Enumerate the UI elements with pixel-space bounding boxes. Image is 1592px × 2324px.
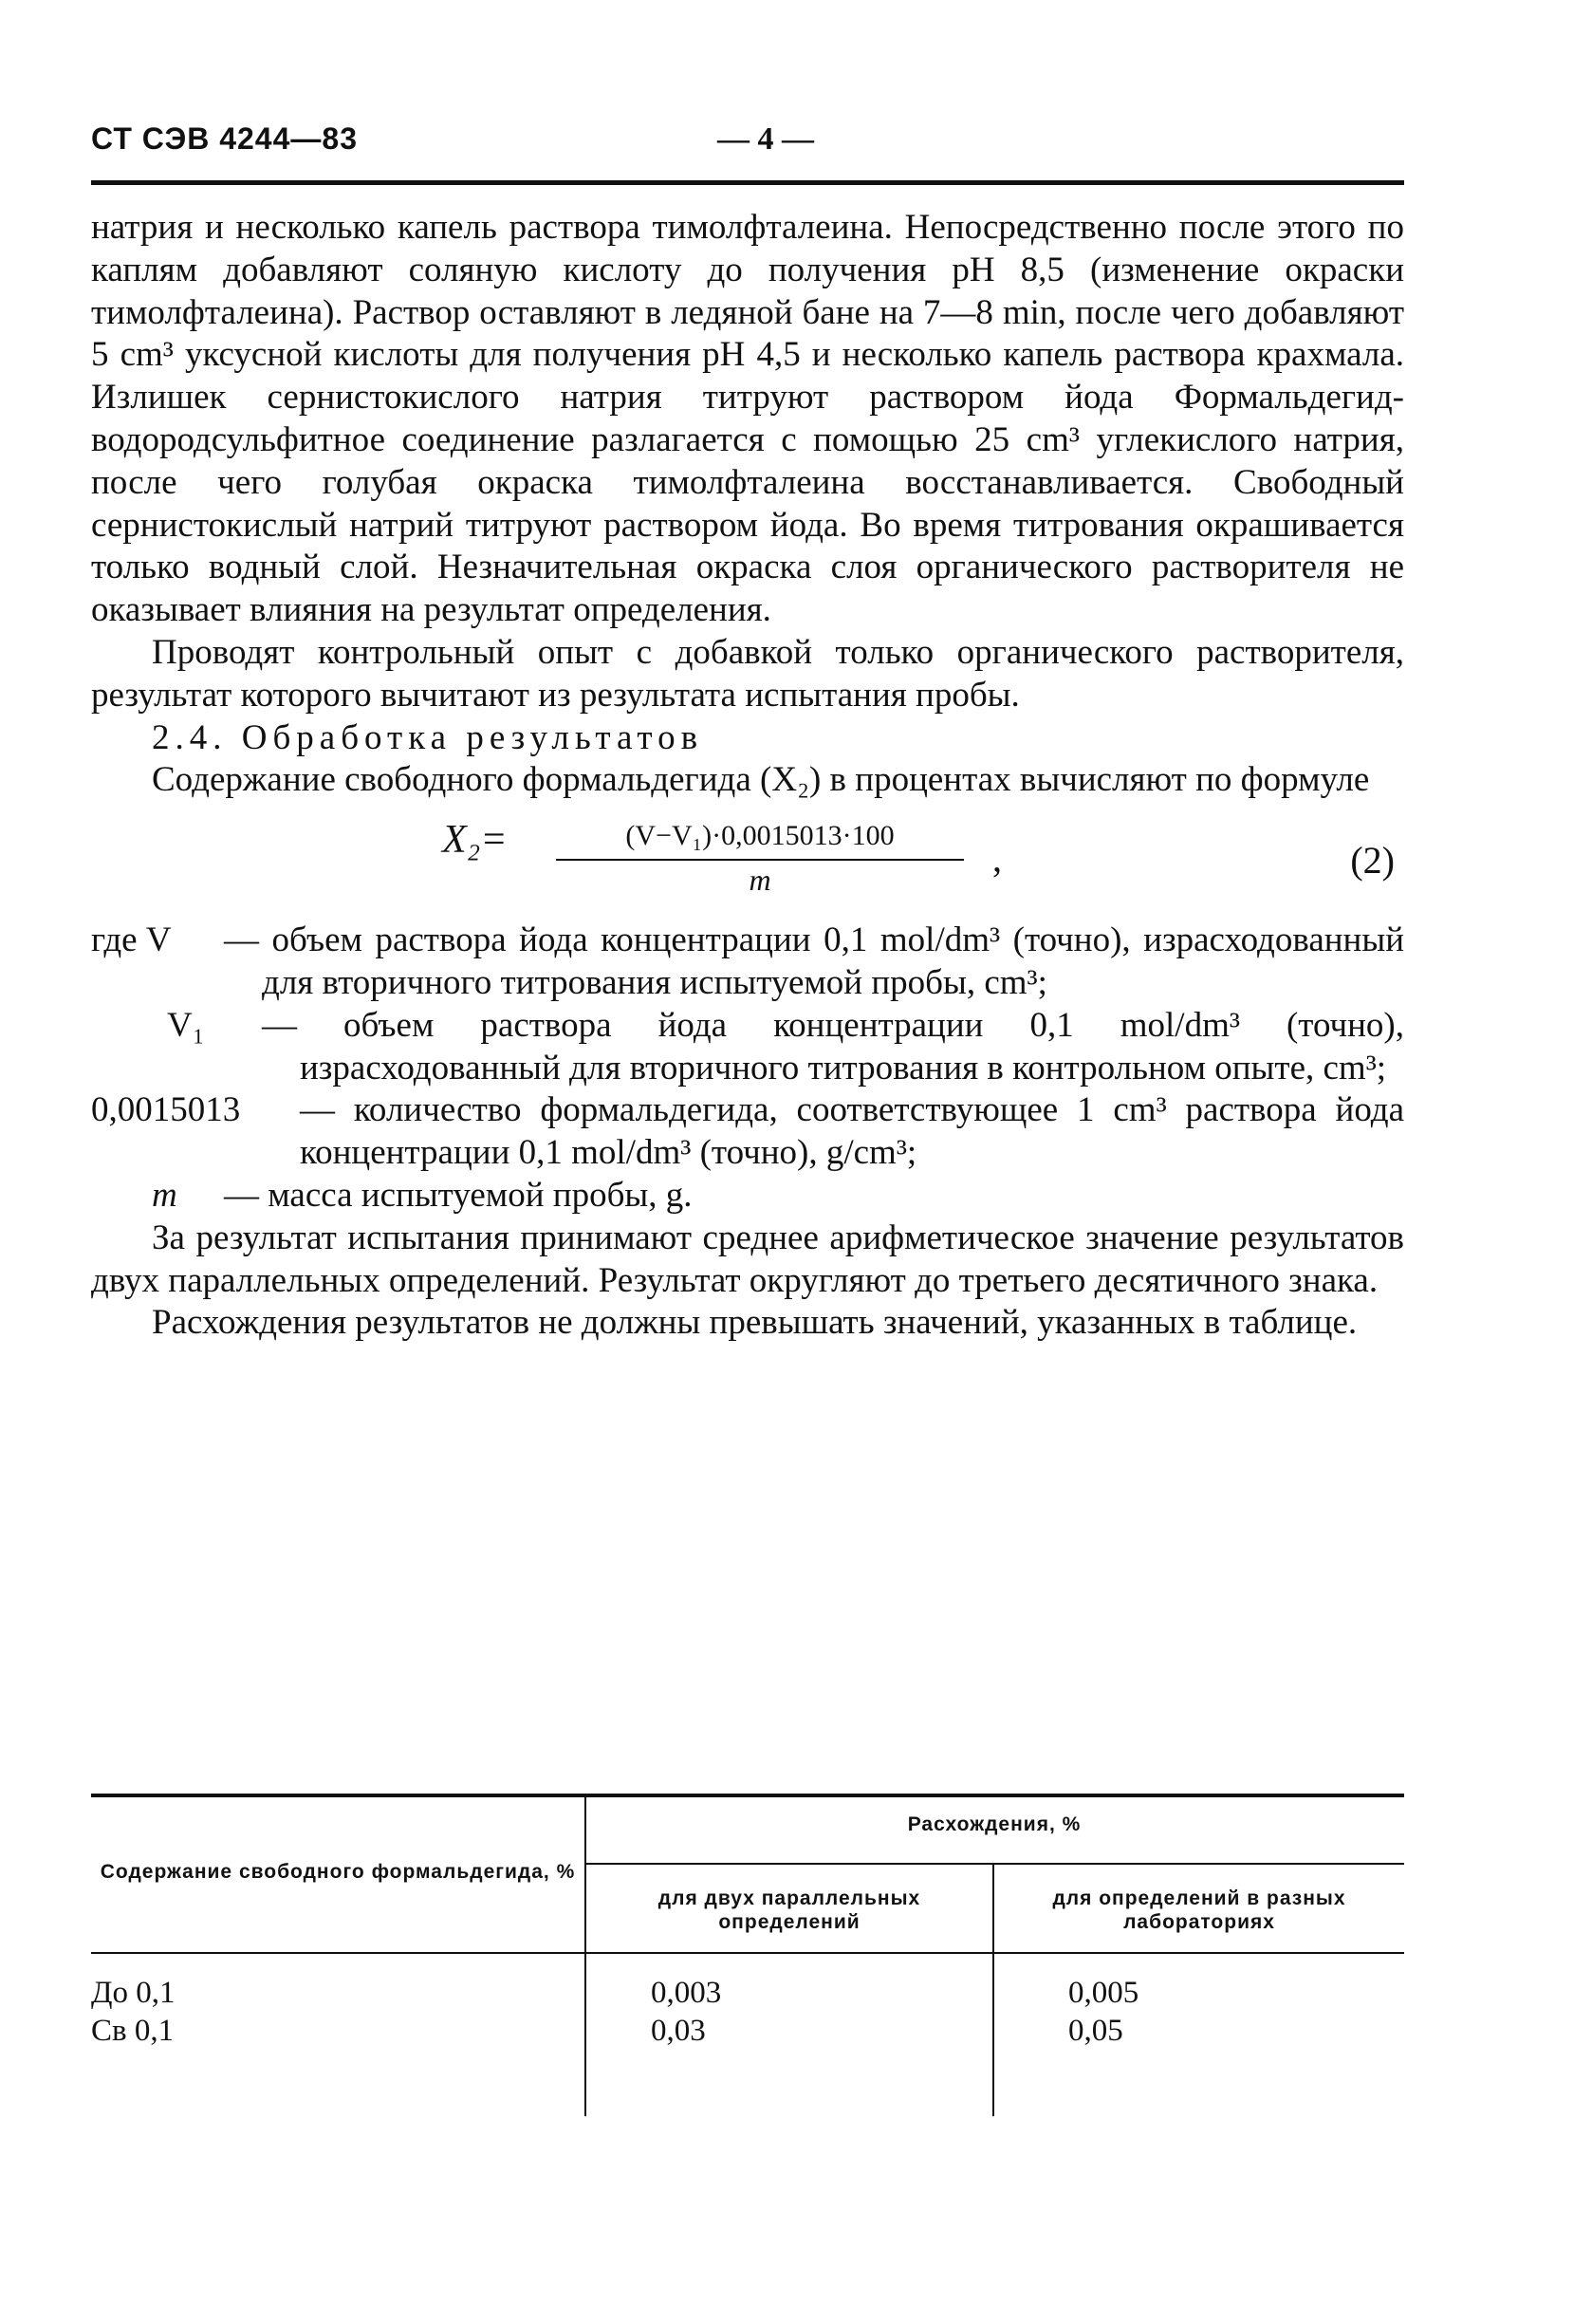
table-subheader-rule [584,1863,1404,1865]
table-column-divider [584,1797,586,2116]
paragraph-4: За результат испытания принимают среднее арифметическое значение результатов двух параллельных определений. Результат округляют до третьего десятичного знака. [91,1218,1404,1300]
formula-denominator: m [749,863,771,898]
formula-lhs: X₂= [442,818,508,863]
table-cell: 0,003 [651,1976,722,2010]
body-text [91,207,1404,1345]
paragraph-1: натрия и несколько капель раствора тимолфталеина. Непосредственно после этого по каплям добавляют соляную кислоту до получения pH 8,5 (изменение окраски тимолфталеина). Раствор оставляют в ледяной бане на 7—8 min, после чего добавляют 5 cm³ уксусной кислоты для получения pH 4,5 и несколько капель раствора крахмала. Излишек сернистокислого натрия титруют раствором йода Формальдегид-водородсульфитное соединение разлагается с помощью 25 cm³ углекислого натрия, после чего голубая окраска тимолфталеина восстанавливается. Свободный сернистокислый натрий титруют раствором йода. Во время титрования окрашивается только водный слой. Незначительная окраска слоя органического растворителя не оказывает влияния на результат определения. [91,208,1404,630]
formula-number: (2) [1350,839,1395,883]
section-heading: 2.4. Обработка результатов [152,717,704,757]
definition-symbol: m [152,1175,177,1215]
discrepancy-table [91,1794,1404,2116]
formula-comma: , [992,837,1002,881]
paragraph-5: Расхождения результатов не должны превышать значений, указанных в таблице. [152,1303,1358,1343]
table-cell: 0,005 [1068,1976,1139,2010]
table-header-labs: для определений в разных лабораториях [1052,1887,1346,1933]
table-cell: 0,05 [1068,2014,1123,2048]
table-header-rule [91,1952,1404,1954]
definition-symbol: V₁ [167,1005,205,1045]
definitions [91,920,1404,1218]
formula-numerator: (V−V₁)·0,0015013·100 [625,820,895,852]
table-column-labs [1068,1974,1138,2050]
table-top-rule [91,1794,1404,1797]
document-code: СТ СЭВ 4244—83 [91,121,358,156]
paragraph-2: Проводят контрольный опыт с добавкой только органического растворителя, результат которого вычитают из результата испытания пробы. [91,632,1404,715]
table-cell: 0,03 [651,2014,706,2048]
definition-v1 [91,1005,1404,1090]
table-cell: До 0,1 [91,1976,176,2010]
definition-coefficient [91,1089,1404,1175]
definition-m [91,1175,1404,1218]
fraction-bar [556,859,964,861]
table-cell: Св 0,1 [91,2014,175,2048]
table-header-discrepancy: Расхождения, % [907,1813,1082,1835]
definition-symbol: 0,0015013 [91,1090,241,1130]
table-header-content: Содержание свободного формальдегида, % [100,1861,576,1883]
table-column-content [91,1974,176,2050]
page-header [91,121,1404,169]
definition-symbol: где V [91,920,172,960]
definition-v [91,920,1404,1005]
formula [91,802,1404,920]
table-column-parallel [651,1974,721,2050]
definition-text: — масса испытуемой пробы, g. [224,1175,693,1215]
definition-text: — количество формальдегида, соответствующее 1 cm³ раствора йода концентрации 0,1 mol/dm³ (точно), g/cm³; [300,1090,1404,1173]
paragraph-3: Содержание свободного формальдегида (X₂) в процентах вычисляют по формуле [152,760,1370,800]
formula-fraction [556,819,964,897]
definition-text: — объем раствора йода концентрации 0,1 mol/dm³ (точно), израсходованный для вторичного титрования испытуемой пробы, cm³; [224,920,1404,1002]
page-number: — 4 — [717,121,814,157]
definition-text: — объем раствора йода концентрации 0,1 mol/dm³ (точно), израсходованный для вторичного титрования в контрольном опыте, cm³; [262,1005,1404,1088]
header-rule [91,180,1404,185]
table-header-parallel: для двух параллельных определений [657,1887,921,1933]
